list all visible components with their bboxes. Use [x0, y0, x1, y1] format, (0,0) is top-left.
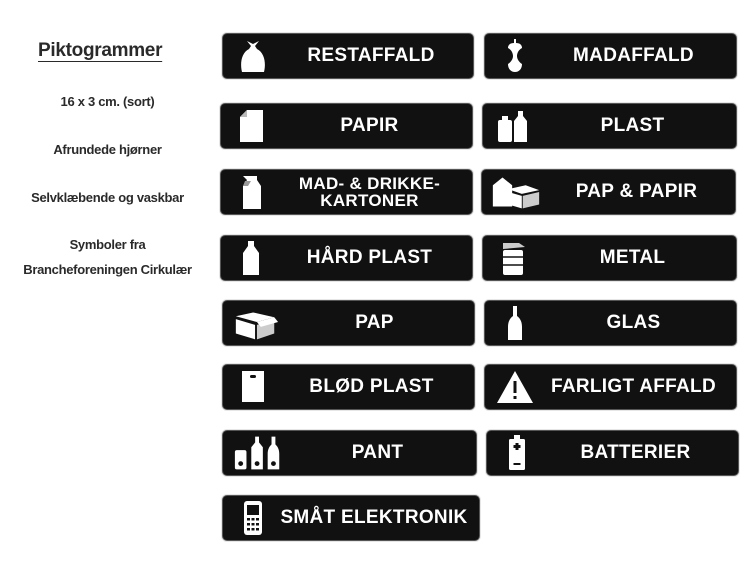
paper-sheet-icon	[229, 106, 273, 146]
plastic-bag-icon	[231, 367, 275, 407]
label-text: BLØD PLAST	[309, 376, 434, 397]
deposit-bottles-icon	[231, 433, 287, 473]
label-text: SMÅT ELEKTRONIK	[280, 507, 468, 528]
label-metal	[482, 235, 737, 281]
label-haard-plast	[220, 235, 473, 281]
label-text: GLAS	[606, 312, 661, 333]
info-panel	[0, 0, 215, 580]
tin-can-icon	[491, 238, 535, 278]
label-mad-drikkekartoner	[220, 169, 473, 215]
cardboard-box-icon	[231, 303, 281, 343]
plastic-bottle-icon	[229, 238, 273, 278]
box-and-paper-icon	[488, 172, 544, 212]
label-text: PAP	[355, 312, 394, 333]
glass-bottle-icon	[493, 303, 537, 343]
label-text: RESTAFFALD	[307, 45, 435, 66]
apple-core-icon	[493, 36, 537, 76]
label-pant	[222, 430, 477, 476]
label-text: METAL	[599, 247, 666, 268]
battery-icon	[495, 433, 539, 473]
warning-triangle-icon	[493, 367, 537, 407]
label-restaffald	[222, 33, 474, 79]
page-title: Piktogrammer	[38, 40, 163, 61]
label-text: HÅRD PLAST	[306, 247, 433, 268]
label-text: PAP & PAPIR	[575, 181, 698, 202]
label-text: PAPIR	[340, 115, 399, 136]
plastic-containers-icon	[491, 106, 535, 146]
label-papir	[220, 103, 473, 149]
corner-spec: Afrundede hjørner	[53, 142, 162, 157]
label-text: FARLIGT AFFALD	[551, 376, 716, 397]
label-glas	[484, 300, 737, 346]
label-bloed-plast	[222, 364, 475, 410]
label-smaat-elektronik	[222, 495, 480, 541]
label-text: MAD- & DRIKKE- KARTONER	[298, 174, 441, 210]
label-text: PANT	[351, 442, 404, 463]
label-text: MADAFFALD	[573, 45, 694, 66]
bag-icon	[231, 36, 275, 76]
material-spec: Selvklæbende og vaskbar	[31, 190, 184, 205]
symbol-source-line-2: Brancheforeningen Cirkulær	[23, 262, 192, 277]
label-batterier	[486, 430, 739, 476]
label-plast	[482, 103, 737, 149]
symbol-source-line-1: Symboler fra	[69, 237, 146, 252]
label-pap	[222, 300, 475, 346]
label-text: BATTERIER	[580, 442, 691, 463]
phone-icon	[231, 498, 275, 538]
label-text: PLAST	[600, 115, 665, 136]
label-madaffald	[484, 33, 737, 79]
label-pap-papir	[481, 169, 736, 215]
size-spec: 16 x 3 cm. (sort)	[60, 94, 155, 109]
label-farligt-affald	[484, 364, 737, 410]
milk-carton-icon	[229, 172, 273, 212]
